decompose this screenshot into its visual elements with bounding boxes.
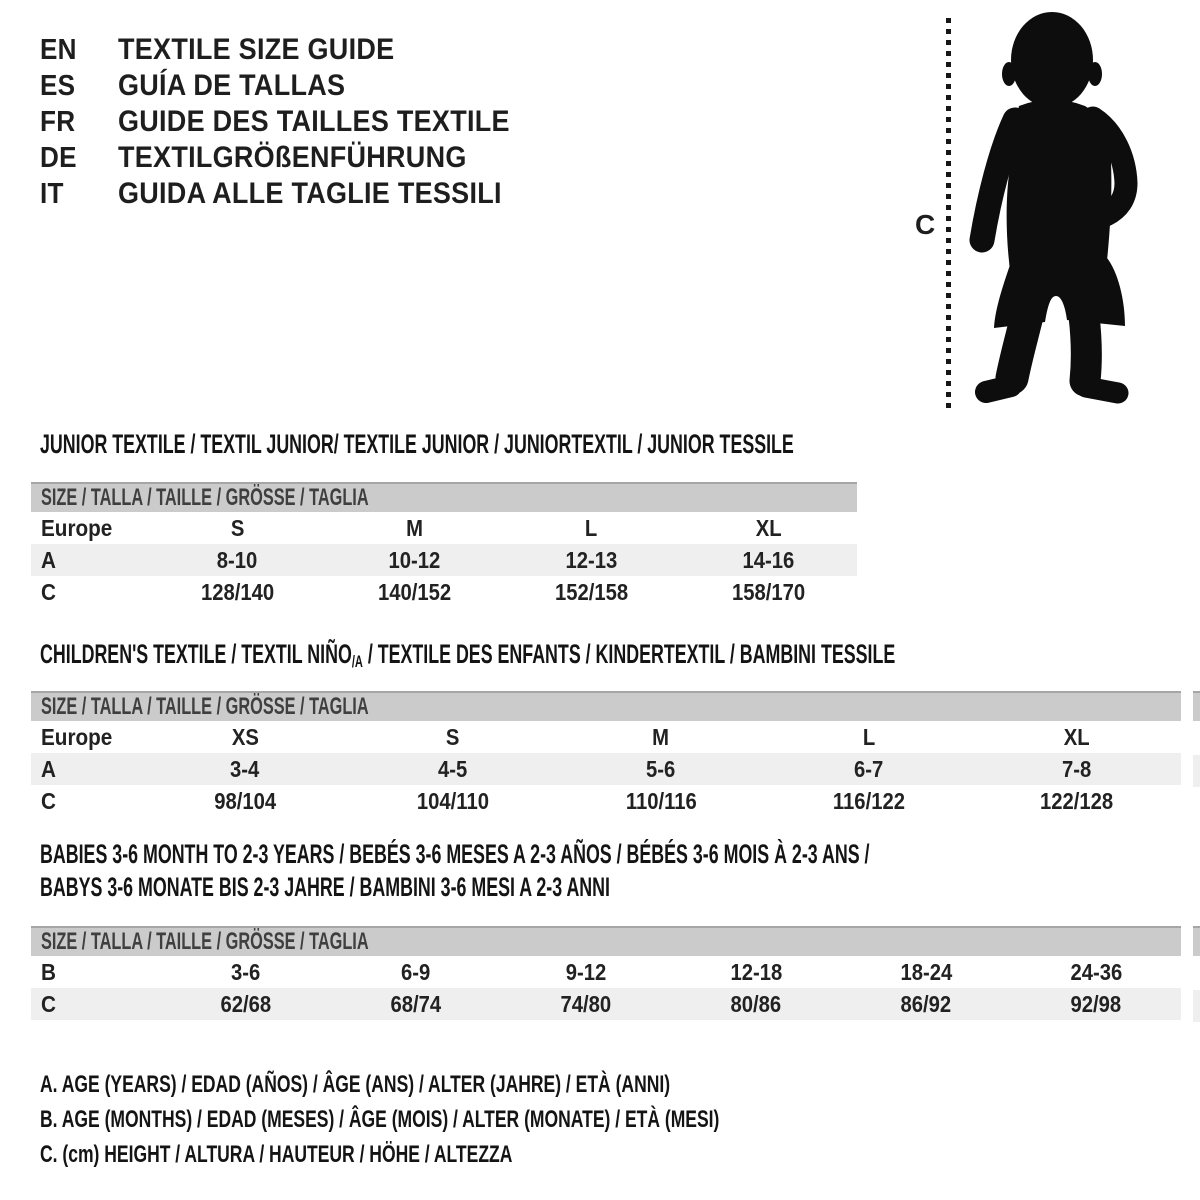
baby-toddler-silhouette-icon: [955, 0, 1155, 410]
legend-line-a: A. AGE (YEARS) / EDAD (AÑOS) / ÂGE (ANS) / ALTER (JAHRE) / ETÀ (ANNI): [40, 1071, 671, 1098]
section-title-junior: JUNIOR TEXTILE / TEXTIL JUNIOR/ TEXTILE JUNIOR / JUNIORTEXTIL / JUNIOR TESSILE: [40, 429, 794, 459]
cell-value: 14-16: [742, 547, 795, 573]
cell-value: 24-36: [1070, 959, 1122, 985]
cell-value: S: [446, 724, 460, 750]
size-header-bar: SIZE / TALLA / TAILLE / GRÖSSE / TAGLIA: [31, 926, 1181, 956]
guide-title-es: GUÍA DE TALLAS: [118, 69, 346, 102]
cell-value: 9-12: [565, 959, 607, 985]
cell-value: 152/158: [554, 579, 629, 605]
row-label: Europe: [41, 515, 113, 541]
cell-value: 12-13: [565, 547, 618, 573]
cell-value: 122/128: [1040, 788, 1114, 814]
language-code: EN: [40, 34, 77, 66]
cell-value: 3-6: [231, 959, 261, 985]
language-code: ES: [40, 70, 76, 102]
table-edge-sliver: [1193, 990, 1200, 1022]
height-dashed-line: [946, 18, 951, 412]
table-row-height: [31, 785, 1181, 817]
row-label: B: [41, 959, 56, 985]
table-row-europe: [31, 512, 857, 544]
cell-value: 68/74: [390, 991, 442, 1017]
cell-value: 104/110: [416, 788, 490, 814]
guide-title-en: TEXTILE SIZE GUIDE: [118, 33, 395, 66]
language-row-en: [40, 32, 553, 68]
cell-value: S: [230, 515, 245, 541]
legend: [40, 1072, 971, 1177]
table-row-height: [31, 988, 1181, 1020]
cell-value: 140/152: [377, 579, 452, 605]
guide-title-de: TEXTILGRÖßENFÜHRUNG: [118, 141, 467, 174]
guide-title-it: GUIDA ALLE TAGLIE TESSILI: [118, 177, 502, 210]
table-row-age-months: [31, 956, 1181, 988]
cell-value: 80/86: [730, 991, 782, 1017]
row-label: Europe: [41, 724, 113, 750]
cell-value: 18-24: [900, 959, 952, 985]
language-list: [40, 32, 553, 212]
language-row-fr: [40, 104, 553, 140]
language-code: IT: [40, 178, 64, 210]
table-edge-sliver: [1193, 691, 1200, 721]
cell-value: 74/80: [560, 991, 612, 1017]
cell-value: 92/98: [1070, 991, 1122, 1017]
language-code: DE: [40, 142, 77, 174]
cell-value: 128/140: [200, 579, 275, 605]
cell-value: XS: [231, 724, 259, 750]
row-label: A: [41, 547, 56, 573]
section-title-babies: BABIES 3-6 MONTH TO 2-3 YEARS / BEBÉS 3-6 MESES A 2-3 AÑOS / BÉBÉS 3-6 MOIS À 2-3 ANS / BABYS 3-6 MONATE BIS 2-3 JAHRE / BAMBINI 3-6 MESI A 2-3 ANNI: [40, 839, 870, 902]
size-table-babies: [31, 926, 1181, 1020]
legend-line-c: C. (cm) HEIGHT / ALTURA / HAUTEUR / HÖHE / ALTEZZA: [40, 1141, 513, 1168]
cell-value: 6-7: [854, 756, 884, 782]
table-row-europe: [31, 721, 1181, 753]
language-code: FR: [40, 106, 76, 138]
language-row-es: [40, 68, 553, 104]
guide-title-fr: GUIDE DES TAILLES TEXTILE: [118, 105, 510, 138]
legend-line-b: B. AGE (MONTHS) / EDAD (MESES) / ÂGE (MOIS) / ALTER (MONATE) / ETÀ (MESI): [40, 1106, 720, 1133]
table-row-height: [31, 576, 857, 608]
cell-value: M: [652, 724, 670, 750]
size-header-bar: SIZE / TALLA / TAILLE / GRÖSSE / TAGLIA: [31, 691, 1181, 721]
cell-value: 158/170: [731, 579, 806, 605]
cell-value: XL: [755, 515, 782, 541]
cell-value: 10-12: [388, 547, 441, 573]
cell-value: M: [406, 515, 423, 541]
cell-value: 110/116: [625, 788, 697, 814]
size-header-bar: SIZE / TALLA / TAILLE / GRÖSSE / TAGLIA: [31, 482, 857, 512]
cell-value: 86/92: [900, 991, 952, 1017]
cell-value: 62/68: [220, 991, 272, 1017]
table-row-age: [31, 753, 1181, 785]
cell-value: 3-4: [230, 756, 260, 782]
cell-value: 5-6: [646, 756, 676, 782]
size-table-junior: [31, 482, 857, 608]
row-label: A: [41, 756, 56, 782]
height-label: C: [915, 209, 936, 240]
cell-value: L: [585, 515, 598, 541]
language-row-it: [40, 176, 553, 212]
row-label: C: [41, 788, 56, 814]
cell-value: 7-8: [1062, 756, 1092, 782]
table-edge-sliver: [1193, 755, 1200, 787]
table-row-age: [31, 544, 857, 576]
cell-value: 6-9: [401, 959, 431, 985]
row-label: C: [41, 579, 56, 605]
table-edge-sliver: [1193, 926, 1200, 956]
section-title-children: CHILDREN'S TEXTILE / TEXTIL NIÑO/A / TEXTILE DES ENFANTS / KINDERTEXTIL / BAMBINI TESSILE: [40, 639, 896, 671]
cell-value: XL: [1064, 724, 1090, 750]
cell-value: 98/104: [214, 788, 276, 814]
cell-value: 4-5: [438, 756, 468, 782]
cell-value: 8-10: [217, 547, 258, 573]
cell-value: 116/122: [832, 788, 906, 814]
size-table-children: [31, 691, 1181, 817]
row-label: C: [41, 991, 56, 1017]
language-row-de: [40, 140, 553, 176]
cell-value: 12-18: [730, 959, 782, 985]
cell-value: L: [862, 724, 876, 750]
